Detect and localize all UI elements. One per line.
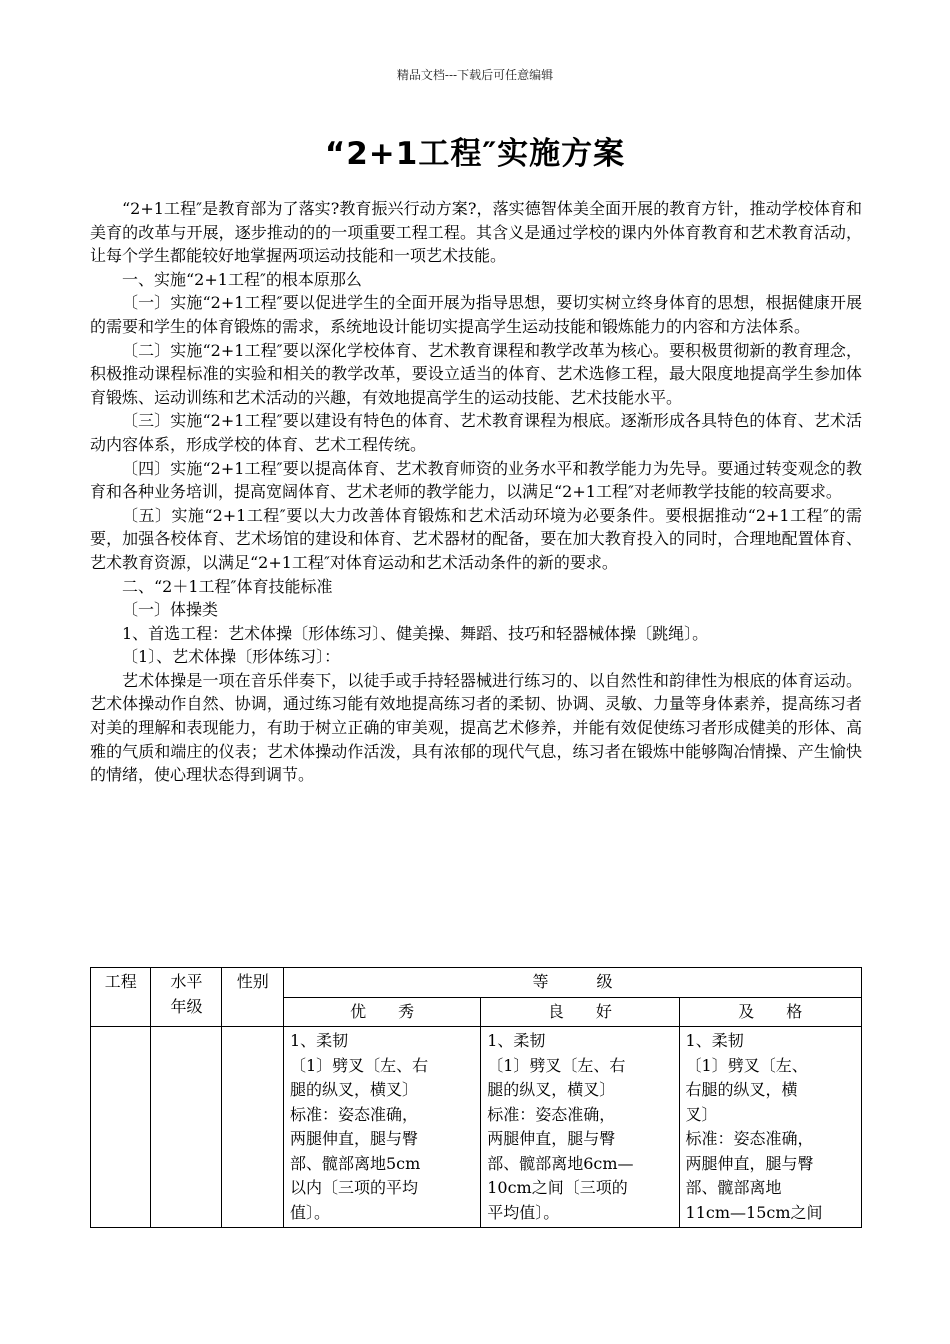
cell-line: 腿的纵叉，横叉〕	[487, 1080, 616, 1099]
header-gender: 性别	[222, 968, 284, 1027]
cell-project	[91, 1027, 151, 1228]
cell-line: 叉〕	[685, 1104, 718, 1124]
cell-line: 标准：姿态准确，	[685, 1129, 814, 1148]
cell-line: 两腿伸直，腿与臀	[289, 1129, 418, 1148]
cell-line: 腿的纵叉，横叉〕	[289, 1080, 418, 1099]
header-good: 良 好	[481, 997, 679, 1027]
cell-line: 11cm—15cm之间	[685, 1202, 823, 1222]
header-level-grade	[151, 968, 222, 1027]
header-level: 水平	[170, 972, 203, 991]
cell-line: 标准：姿态准确，	[487, 1104, 616, 1124]
section-heading: 一、实施“2+1工程″的根本原那么	[122, 269, 362, 289]
intro-paragraph: “2+1工程″是教育部为了落实?教育振兴行动方案?，落实德智体美全面开展的教育方针，推动学校体育和美育的改革与开展，逐步推动的的一项重要工程工程。其含义是通过学校的课内外体育教育和艺术教育活动，让每个学生都能较好地掌握两项运动技能和一项艺术技能。	[90, 199, 862, 266]
cell-level	[151, 1027, 222, 1228]
cell-line: 值〕。	[289, 1202, 330, 1222]
subsection-heading: 〔一〕体操类	[122, 600, 219, 620]
header-excellent: 优 秀	[283, 997, 480, 1027]
cell-gender	[222, 1027, 284, 1228]
section-heading: 二、“2＋1工程″体育技能标准	[122, 576, 333, 596]
cell-line: 部、髋部离地	[685, 1178, 782, 1197]
item-subheading: 〔1〕、艺术体操〔形体练习〕：	[122, 647, 341, 667]
description-paragraph: 艺术体操是一项在音乐伴奏下，以徒手或手持轻器械进行练习的、以自然性和韵律性为根底的体育运动。艺术体操动作自然、协调，通过练习能有效地提高练习者的柔韧、协调、灵敏、力量等身体素养，提高练习者对美的理解和表现能力，有助于树立正确的审美观，提高艺术修养，并能有效促使练习者形成健美的形体、高雅的气质和端庄的仪表；艺术体操动作活泼，具有浓郁的现代气息，练习者在锻炼中能够陶冶情操、产生愉快的情绪，使心理状态得到调节。	[90, 670, 862, 785]
standards-table	[90, 967, 862, 1228]
principle-paragraph: 〔三〕实施“2+1工程″要以建设有特色的体育、艺术教育课程为根底。逐渐形成各具特色的体育、艺术活动内容体系，形成学校的体育、艺术工程传统。	[90, 411, 862, 454]
cell-line: 右腿的纵叉，横	[685, 1080, 798, 1099]
table-header-row	[91, 968, 862, 998]
document-body	[90, 197, 862, 787]
cell-line: 10cm之间〔三项的	[487, 1178, 628, 1197]
cell-line: 标准：姿态准确，	[289, 1104, 418, 1124]
header-pass: 及 格	[679, 997, 861, 1027]
cell-line: 以内〔三项的平均	[289, 1178, 418, 1197]
principle-paragraph: 〔二〕实施“2+1工程″要以深化学校体育、艺术教育课程和教学改革为核心。要积极贯彻新的教育理念，积极推动课程标准的实验和相关的教学改革，要设立适当的体育、艺术选修工程，最大限度地提高学生参加体育锻炼、运动训练和艺术活动的兴趣，有效地提高学生的运动技能、艺术技能水平。	[90, 340, 862, 407]
cell-excellent	[283, 1027, 480, 1228]
document-title: “2+1工程″实施方案	[324, 136, 626, 172]
item-heading: 1、首选工程：艺术体操〔形体练习〕、健美操、舞蹈、技巧和轻器械体操〔跳绳〕。	[122, 623, 709, 643]
principle-paragraph: 〔五〕实施“2+1工程″要以大力改善体育锻炼和艺术活动环境为必要条件。要根据推动“2+1工程″的需要，加强各校体育、艺术场馆的建设和体育、艺术器材的配备，要在加大教育投入的同时，合理地配置体育、艺术教育资源，以满足“2+1工程″对体育运动和艺术活动条件的新的要求。	[90, 505, 862, 572]
principle-paragraph: 〔一〕实施“2+1工程″要以促进学生的全面开展为指导思想，要切实树立终身体育的思想，根据健康开展的需要和学生的体育锻炼的需求，系统地设计能切实提高学生运动技能和锻炼能力的内容和方法体系。	[90, 293, 862, 336]
cell-line: 两腿伸直，腿与臀	[487, 1129, 616, 1148]
cell-line: 平均值〕。	[487, 1202, 560, 1222]
cell-line: 1、柔韧	[487, 1031, 546, 1050]
cell-line: 〔1〕劈叉〔左、	[685, 1055, 808, 1075]
header-project: 工程	[91, 968, 151, 1027]
header-grade: 年级	[170, 996, 203, 1016]
cell-line: 〔1〕劈叉〔左、右	[487, 1055, 626, 1075]
cell-line: 两腿伸直，腿与臀	[685, 1153, 814, 1173]
cell-line: 1、柔韧	[289, 1031, 349, 1050]
cell-pass	[679, 1027, 861, 1228]
cell-good	[481, 1027, 679, 1228]
cell-line: 1、柔韧	[685, 1031, 744, 1050]
header-rating: 等 级	[283, 968, 861, 998]
cell-line: 部、髋部离地6cm—	[487, 1153, 634, 1173]
principle-paragraph: 〔四〕实施“2+1工程″要以提高体育、艺术教育师资的业务水平和教学能力为先导。要通过转变观念的教育和各种业务培训，提高宽阔体育、艺术老师的教学能力，以满足“2+1工程″对老师教学技能的较高要求。	[90, 458, 862, 502]
cell-line: 部、髋部离地5cm	[289, 1153, 421, 1173]
table-row	[91, 1027, 862, 1228]
cell-line: 〔1〕劈叉〔左、右	[289, 1055, 429, 1075]
page-header: 精品文档---下载后可任意编辑	[396, 68, 554, 82]
